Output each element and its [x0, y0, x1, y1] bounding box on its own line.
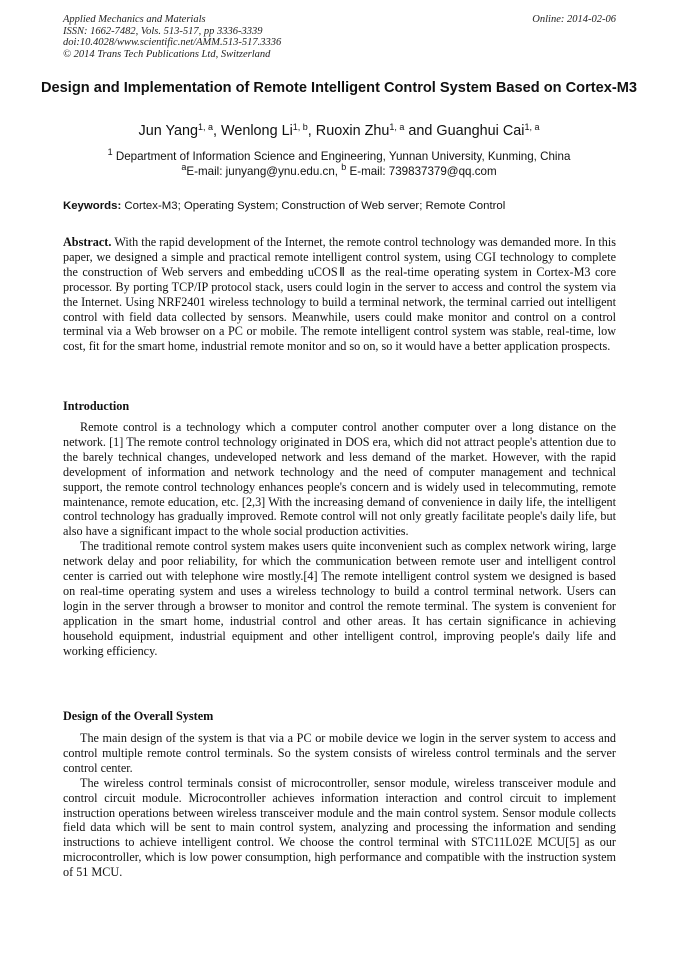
email-a-sup: a	[181, 162, 187, 172]
author-affil-sup: 1, a	[389, 122, 405, 132]
introduction-heading: Introduction	[63, 399, 130, 413]
affiliation-text: Department of Information Science and Engineering, Yunnan University, Kunming, China	[115, 150, 571, 163]
keywords	[63, 198, 616, 214]
overall-design-heading: Design of the Overall System	[63, 709, 214, 723]
author-affil-sup: 1, a	[198, 122, 214, 132]
overall-design-paragraph: The main design of the system is that via a PC or mobile device we login in the server system to access and control multiple remote control terminals. So the system consists of wireless control terminals and the server control center.	[63, 731, 616, 775]
author-list	[40, 122, 638, 140]
author-separator: and	[404, 123, 437, 139]
introduction-section	[63, 420, 616, 659]
online-date: Online: 2014-02-06	[532, 14, 616, 25]
author-name: Ruoxin Zhu	[315, 123, 390, 139]
paper-title: Design and Implementation of Remote Intelligent Control System Based on Cortex-M3	[41, 80, 637, 96]
email-b-sup: b	[341, 162, 347, 172]
overall-design-section	[63, 731, 616, 880]
overall-design-paragraph: The wireless control terminals consist of microcontroller, sensor module, wireless transceiver module and control circuit module. Microcontroller achieves information interaction and control circuit to implement instruction operations between wireless transceiver module and the main control system. Sensor module collects field data which will be sent to main control system, analyzing and processing the information and sending instructions to achieve intelligent control. We choose the control terminal with STC11L02E MCU[5] as our microcontroller, which is low power consumption, high performance and compatible with the instruction system of 51 MCU.	[63, 775, 616, 880]
email-a: E-mail: junyang@ynu.edu.cn,	[186, 165, 342, 178]
author-affil-sup: 1, b	[292, 122, 308, 132]
author-separator: ,	[213, 123, 222, 139]
keywords-text: Cortex-M3; Operating System; Construction of Web server; Remote Control	[124, 200, 506, 212]
author-separator: ,	[307, 123, 316, 139]
abstract-text: With the rapid development of the Internet, the remote control technology was demanded more. In this paper, we designed a simple and practical remote intelligent control system, using CGI technology to complete the construction of Web servers and embedding uCOSⅡ as the real-time operating system in Cortex-M3 core processor. By porting TCP/IP protocol stack, users could login in the server to access and control the system via the Internet. Using NRF2401 wireless technology to build a terminal network, the terminal carried out intelligent control with field data collected by sensors. Meanwhile, users could make monitor and control on a control terminal via a Web browser on a PC or mobile. The remote intelligent control system was stable, real-time, low cost, fit for the smart home, industrial remote monitor and so on, so it would have a better application prospects.	[63, 235, 617, 354]
copyright-line: © 2014 Trans Tech Publications Ltd, Switzerland	[63, 48, 271, 60]
journal-header	[63, 14, 616, 60]
keywords-label: Keywords:	[63, 200, 122, 212]
author-name: Guanghui Cai	[436, 123, 525, 139]
abstract	[63, 235, 616, 354]
doi-line: doi:10.4028/www.scientific.net/AMM.513-517.3336	[63, 37, 282, 48]
journal-name: Applied Mechanics and Materials	[63, 14, 206, 25]
introduction-paragraph: The traditional remote control system makes users quite inconvenient such as complex network wiring, large network delay and poor reliability, for which the communication between remote user and intelligent control center is carried out with telephone wire mostly.[4] The remote intelligent control system we designed is based on real-time operating system and uses a wireless technology to build a control terminal network. Users can login in the server through a browser to monitor and control the remote terminal. The system is convenient for application in the smart home, industrial control and other areas. It has certain significance in achieving household equipment, industrial equipment and other intelligent control, improving people's daily life and working efficiency.	[63, 539, 616, 658]
affiliation-sup: 1	[107, 147, 113, 157]
email-line	[40, 163, 638, 180]
issn-line: ISSN: 1662-7482, Vols. 513-517, pp 3336-3339	[63, 25, 263, 37]
introduction-paragraph: Remote control is a technology which a computer control another computer over a long distance on the network. [1] The remote control technology originated in DOS era, which did not attract people's attention due to the barely technical changes, undeveloped network and less demand of the market. However, with the rapid development of information and network technology and the need of computer management and technical support, the remote control technology enhances people's concern and is widely used in telecommuting, remote maintenance, remote education, etc. [2,3] With the increasing demand of convenience in daily life, the intelligent control technology has gradually improved. Remote control will not only greatly facilitate people's daily life, but also have a significant impact to the whole social production activities.	[63, 420, 616, 539]
email-b: E-mail: 739837379@qq.com	[349, 165, 497, 178]
author-name: Wenlong Li	[221, 123, 293, 139]
abstract-label: Abstract.	[63, 235, 112, 249]
author-affil-sup: 1, a	[524, 122, 540, 132]
author-name: Jun Yang	[138, 123, 199, 139]
